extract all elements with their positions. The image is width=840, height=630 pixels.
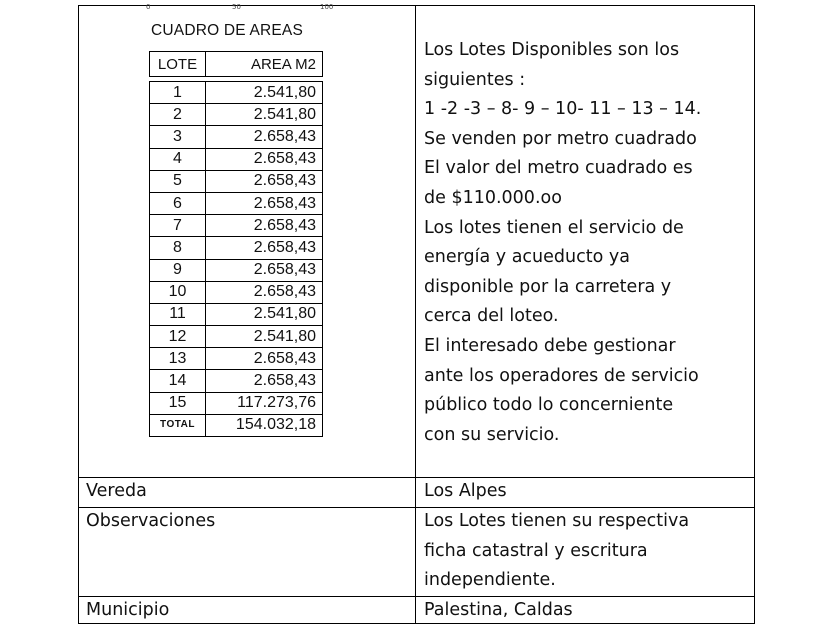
- table-row: [150, 126, 323, 148]
- row-divider: [78, 477, 755, 478]
- lote-number: 14: [150, 370, 206, 392]
- total-row: [150, 414, 323, 436]
- table-row: [150, 215, 323, 237]
- lote-number: 3: [150, 126, 206, 148]
- lote-number: 4: [150, 148, 206, 170]
- detail-value-municipio: Palestina, Caldas: [424, 600, 573, 620]
- lote-area: 2.658,43: [206, 192, 323, 214]
- lote-number: 13: [150, 348, 206, 370]
- detail-value-vereda: Los Alpes: [424, 481, 507, 501]
- detail-value-observaciones-line: independiente.: [424, 570, 556, 590]
- lote-area: 2.541,80: [206, 104, 323, 126]
- detail-label-vereda: Vereda: [86, 481, 147, 501]
- lote-number: 7: [150, 215, 206, 237]
- lote-area: 2.541,80: [206, 326, 323, 348]
- lote-area: 2.541,80: [206, 82, 323, 104]
- table-row: [150, 148, 323, 170]
- table-row: [150, 259, 323, 281]
- table-row: [150, 348, 323, 370]
- lote-area: 2.658,43: [206, 281, 323, 303]
- scale-label: 0: [146, 3, 151, 11]
- row-divider: [78, 596, 755, 597]
- total-label: TOTAL: [150, 414, 206, 436]
- lote-number: 1: [150, 82, 206, 104]
- table-column-divider: [415, 5, 416, 623]
- lote-area: 2.658,43: [206, 237, 323, 259]
- table-row: [150, 192, 323, 214]
- table-border-left: [78, 5, 79, 623]
- detail-value-observaciones-line: ficha catastral y escritura: [424, 541, 648, 561]
- lote-area: 2.658,43: [206, 259, 323, 281]
- scale-label: 100: [320, 3, 334, 11]
- lote-area: 2.658,43: [206, 215, 323, 237]
- lote-number: 2: [150, 104, 206, 126]
- cuadro-title: CUADRO DE AREAS: [151, 22, 304, 39]
- lote-area: 2.658,43: [206, 370, 323, 392]
- lote-number: 11: [150, 303, 206, 325]
- table-row: [150, 82, 323, 104]
- detail-label-municipio: Municipio: [86, 600, 170, 620]
- lote-area: 2.658,43: [206, 170, 323, 192]
- lote-area: 2.541,80: [206, 303, 323, 325]
- detail-label-observaciones: Observaciones: [86, 511, 216, 531]
- table-border-bottom: [78, 623, 755, 624]
- table-row: [150, 370, 323, 392]
- lote-number: 15: [150, 392, 206, 414]
- table-row: [150, 170, 323, 192]
- table-row: [150, 281, 323, 303]
- area-table-header: [149, 51, 323, 77]
- total-area: 154.032,18: [206, 414, 323, 436]
- lote-number: 5: [150, 170, 206, 192]
- table-border-top: [78, 5, 755, 6]
- lote-number: 10: [150, 281, 206, 303]
- lots-description: Los Lotes Disponibles son los siguientes : 1 -2 -3 – 8- 9 – 10- 11 – 13 – 14. Se venden por metro cuadrado El valor del metro cuadrado es de $110.000.oo Los lotes tienen el servicio de energía y acueducto ya disponible por la carretera y cerca del loteo. El interesado debe gestionar ante los operadores de servicio público todo lo concerniente con su servicio.: [424, 40, 702, 445]
- detail-value-observaciones-line: Los Lotes tienen su respectiva: [424, 511, 690, 531]
- column-header-area: AREA M2: [206, 52, 323, 77]
- table-row: [150, 104, 323, 126]
- lote-number: 12: [150, 326, 206, 348]
- table-row: [150, 326, 323, 348]
- column-header-lote: LOTE: [150, 52, 206, 77]
- table-row: [150, 303, 323, 325]
- lote-area: 2.658,43: [206, 148, 323, 170]
- lote-number: 6: [150, 192, 206, 214]
- lote-area: 2.658,43: [206, 126, 323, 148]
- lote-area: 2.658,43: [206, 348, 323, 370]
- table-row: [150, 392, 323, 414]
- area-table: [149, 81, 323, 437]
- lote-number: 8: [150, 237, 206, 259]
- scale-label: 50: [232, 3, 241, 11]
- lote-area: 117.273,76: [206, 392, 323, 414]
- table-border-right: [754, 5, 755, 623]
- table-row: [150, 237, 323, 259]
- lote-number: 9: [150, 259, 206, 281]
